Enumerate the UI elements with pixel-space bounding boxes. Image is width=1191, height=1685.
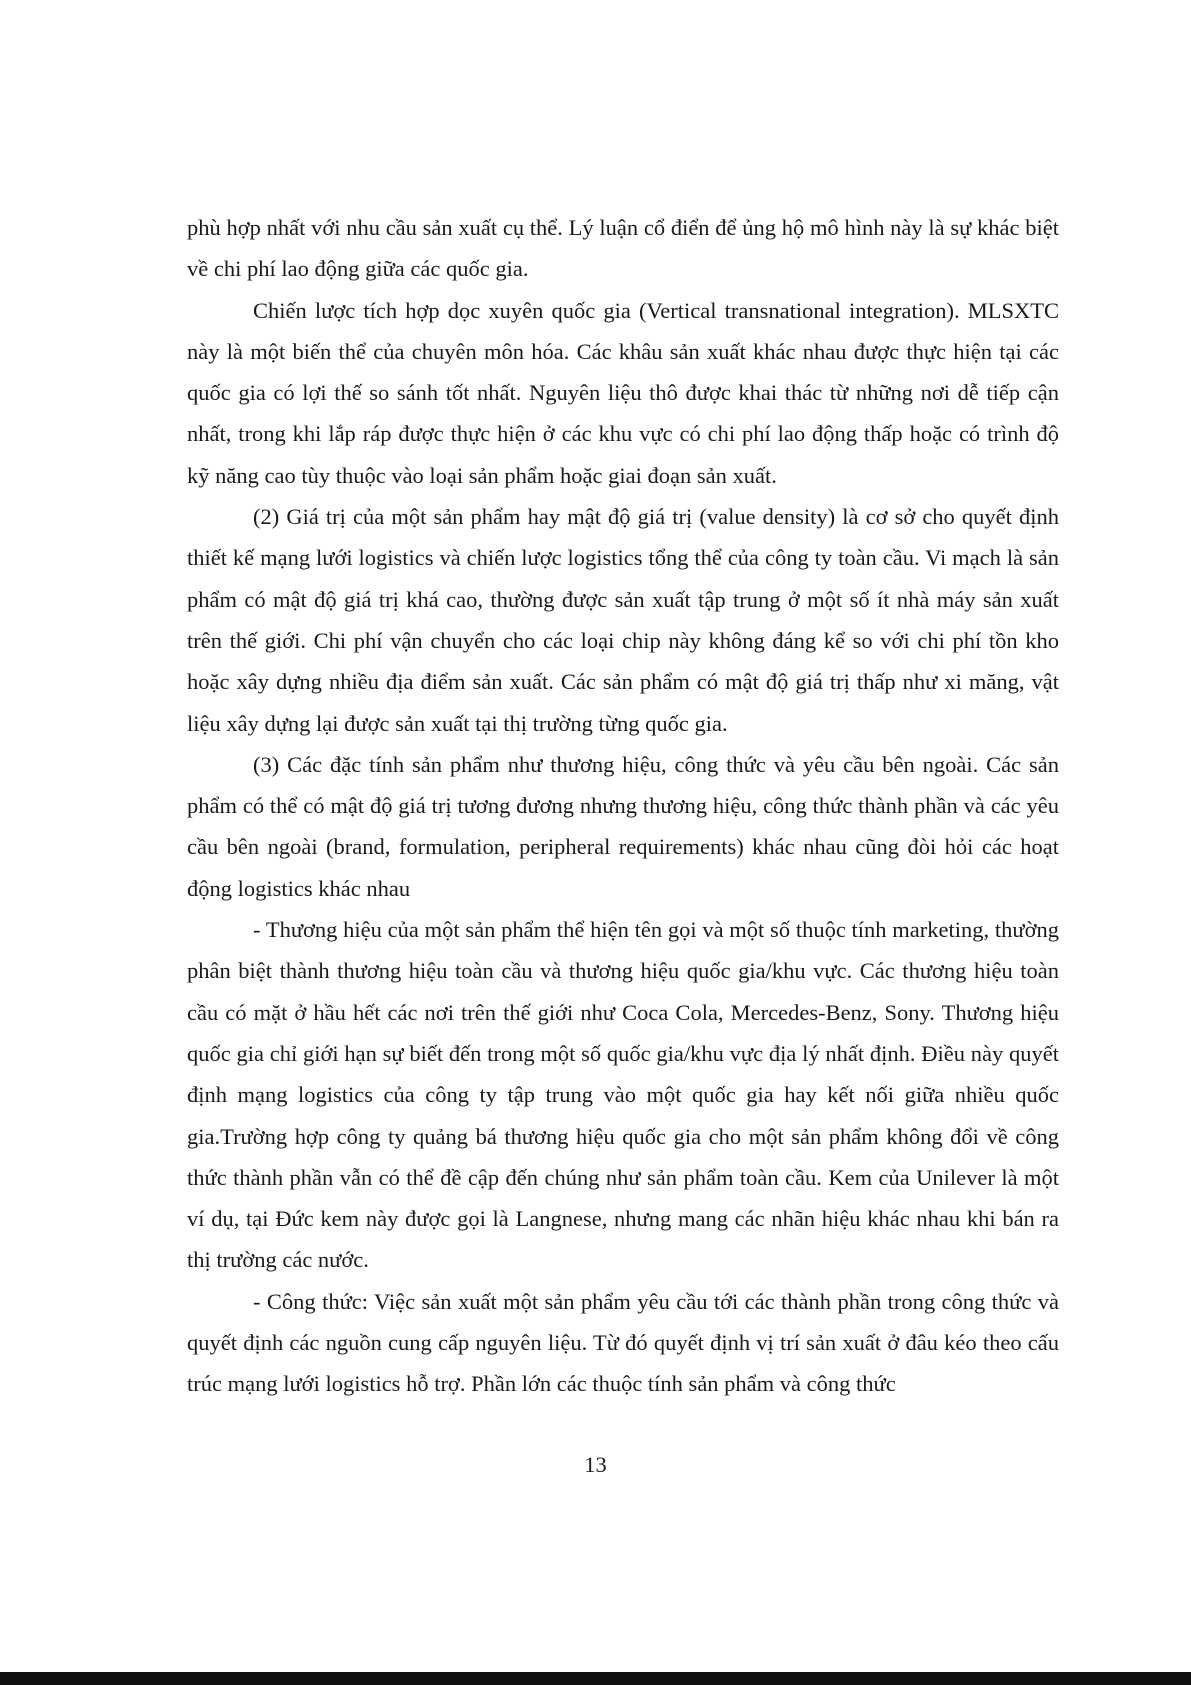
page-number: 13 bbox=[584, 1452, 607, 1477]
paragraph-formulation: - Công thức: Việc sản xuất một sản phẩm yêu cầu tới các thành phần trong công thức và quyết định các nguồn cung cấp nguyên liệu. Từ đó quyết định vị trí sản xuất ở đâu kéo theo cấu trúc mạng lưới logistics hỗ trợ. Phần lớn các thuộc tính sản phẩm và công thức bbox=[187, 1288, 1059, 1397]
scan-bottom-edge bbox=[0, 1672, 1191, 1685]
paragraph-value-density: (2) Giá trị của một sản phẩm hay mật độ giá trị (value density) là cơ sở cho quyết định thiết kế mạng lưới logistics và chiến lược logistics tổng thể của công ty toàn cầu. Vi mạch là sản phẩm có mật độ giá trị khá cao, thường được sản xuất tập trung ở một số ít nhà máy sản xuất trên thế giới. Chi phí vận chuyển cho các loại chip này không đáng kể so với chi phí tồn kho hoặc xây dựng nhiều địa điểm sản xuất. Các sản phẩm có mật độ giá trị thấp như xi măng, vật liệu xây dựng lại được sản xuất tại thị trường từng quốc gia. bbox=[187, 504, 1059, 736]
paragraph-product-characteristics: (3) Các đặc tính sản phẩm như thương hiệu, công thức và yêu cầu bên ngoài. Các sản phẩm có thể có mật độ giá trị tương đương nhưng thương hiệu, công thức thành phần và các yêu cầu bên ngoài (brand, formulation, peripheral requirements) khác nhau cũng đòi hỏi các hoạt động logistics khác nhau bbox=[187, 751, 1059, 901]
body-text bbox=[187, 207, 1059, 1405]
paragraph-continuation: phù hợp nhất với nhu cầu sản xuất cụ thể. Lý luận cổ điển để ủng hộ mô hình này là sự khác biệt về chi phí lao động giữa các quốc gia. bbox=[187, 215, 1059, 282]
paragraph-vertical-integration: Chiến lược tích hợp dọc xuyên quốc gia (Vertical transnational integration). MLSXTC này là một biến thể của chuyên môn hóa. Các khâu sản xuất khác nhau được thực hiện tại các quốc gia có lợi thế so sánh tốt nhất. Nguyên liệu thô được khai thác từ những nơi dễ tiếp cận nhất, trong khi lắp ráp được thực hiện ở các khu vực có chi phí lao động thấp hoặc có trình độ kỹ năng cao tùy thuộc vào loại sản phẩm hoặc giai đoạn sản xuất. bbox=[187, 297, 1059, 488]
paragraph-brand: - Thương hiệu của một sản phẩm thể hiện tên gọi và một số thuộc tính marketing, thường phân biệt thành thương hiệu toàn cầu và thương hiệu quốc gia/khu vực. Các thương hiệu toàn cầu có mặt ở hầu hết các nơi trên thế giới như Coca Cola, Mercedes-Benz, Sony. Thương hiệu quốc gia chỉ giới hạn sự biết đến trong một số quốc gia/khu vực địa lý nhất định. Điều này quyết định mạng logistics của công ty tập trung vào một quốc gia hay kết nối giữa nhiều quốc gia.Trường hợp công ty quảng bá thương hiệu quốc gia cho một sản phẩm không đổi về công thức thành phần vẫn có thể đề cập đến chúng như sản phẩm toàn cầu. Kem của Unilever là một ví dụ, tại Đức kem này được gọi là Langnese, nhưng mang các nhãn hiệu khác nhau khi bán ra thị trường các nước. bbox=[187, 917, 1059, 1273]
